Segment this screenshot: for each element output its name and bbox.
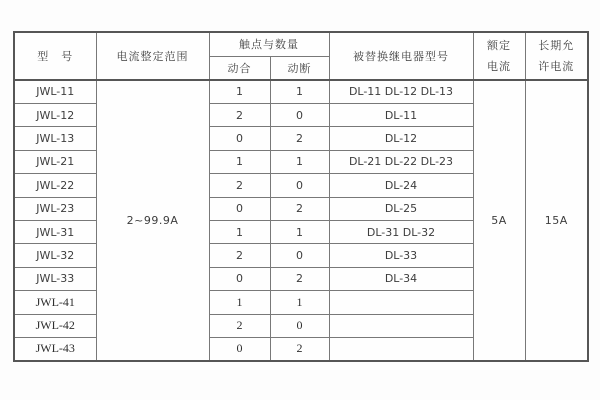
normally-closed-count-cell: 2	[270, 337, 329, 361]
replaced-relay-cell: DL-11	[329, 103, 473, 126]
col-header-normally-closed: 动断	[270, 56, 329, 80]
replaced-relay-cell: DL-33	[329, 244, 473, 267]
col-header-normally-open: 动合	[209, 56, 270, 80]
normally-open-count-cell: 1	[209, 291, 270, 314]
model-cell: JWL-32	[14, 244, 96, 267]
normally-closed-count-cell: 1	[270, 220, 329, 243]
replaced-relay-cell	[329, 291, 473, 314]
normally-closed-count-cell: 0	[270, 244, 329, 267]
normally-open-count-cell: 2	[209, 244, 270, 267]
replaced-relay-cell: DL-25	[329, 197, 473, 220]
model-cell: JWL-12	[14, 103, 96, 126]
model-cell: JWL-31	[14, 220, 96, 243]
model-cell: JWL-33	[14, 267, 96, 290]
model-cell: JWL-41	[14, 291, 96, 314]
normally-closed-count-cell: 1	[270, 150, 329, 173]
normally-open-count-cell: 1	[209, 220, 270, 243]
normally-closed-count-cell: 1	[270, 80, 329, 103]
replaced-relay-cell: DL-11 DL-12 DL-13	[329, 80, 473, 103]
model-cell: JWL-11	[14, 80, 96, 103]
replaced-relay-cell: DL-24	[329, 174, 473, 197]
rated-current-cell: 5A	[473, 80, 525, 361]
normally-closed-count-cell: 0	[270, 103, 329, 126]
model-cell: JWL-22	[14, 174, 96, 197]
longterm-current-cell: 15A	[525, 80, 588, 361]
col-header-contacts: 触点与数量	[209, 32, 329, 56]
longterm-current-line2: 许电流	[538, 60, 575, 73]
replaced-relay-cell	[329, 337, 473, 361]
col-header-replaced: 被替换继电器型号	[329, 32, 473, 80]
rated-current-line1: 额定	[487, 39, 511, 52]
normally-open-count-cell: 1	[209, 80, 270, 103]
model-cell: JWL-21	[14, 150, 96, 173]
normally-open-count-cell: 2	[209, 103, 270, 126]
normally-open-count-cell: 2	[209, 314, 270, 337]
normally-closed-count-cell: 0	[270, 314, 329, 337]
replaced-relay-cell: DL-12	[329, 127, 473, 150]
model-cell: JWL-43	[14, 337, 96, 361]
col-header-model: 型 号	[14, 32, 96, 80]
model-cell: JWL-42	[14, 314, 96, 337]
normally-closed-count-cell: 0	[270, 174, 329, 197]
relay-spec-table	[13, 31, 589, 362]
replaced-relay-cell: DL-34	[329, 267, 473, 290]
header-row-top	[14, 32, 588, 56]
col-header-longterm-current	[525, 32, 588, 80]
normally-open-count-cell: 1	[209, 150, 270, 173]
model-cell: JWL-23	[14, 197, 96, 220]
col-header-current-range: 电流整定范围	[96, 32, 209, 80]
replaced-relay-cell: DL-21 DL-22 DL-23	[329, 150, 473, 173]
normally-open-count-cell: 2	[209, 174, 270, 197]
normally-closed-count-cell: 2	[270, 197, 329, 220]
replaced-relay-cell: DL-31 DL-32	[329, 220, 473, 243]
normally-open-count-cell: 0	[209, 267, 270, 290]
longterm-current-line1: 长期允	[538, 39, 575, 52]
model-cell: JWL-13	[14, 127, 96, 150]
col-header-rated-current	[473, 32, 525, 80]
normally-closed-count-cell: 1	[270, 291, 329, 314]
normally-open-count-cell: 0	[209, 197, 270, 220]
replaced-relay-cell	[329, 314, 473, 337]
current-range-cell: 2~99.9A	[96, 80, 209, 361]
table-body	[14, 80, 588, 361]
normally-closed-count-cell: 2	[270, 267, 329, 290]
normally-open-count-cell: 0	[209, 337, 270, 361]
normally-open-count-cell: 0	[209, 127, 270, 150]
rated-current-line2: 电流	[487, 60, 511, 73]
table-header	[14, 32, 588, 80]
normally-closed-count-cell: 2	[270, 127, 329, 150]
table-row	[14, 80, 588, 103]
